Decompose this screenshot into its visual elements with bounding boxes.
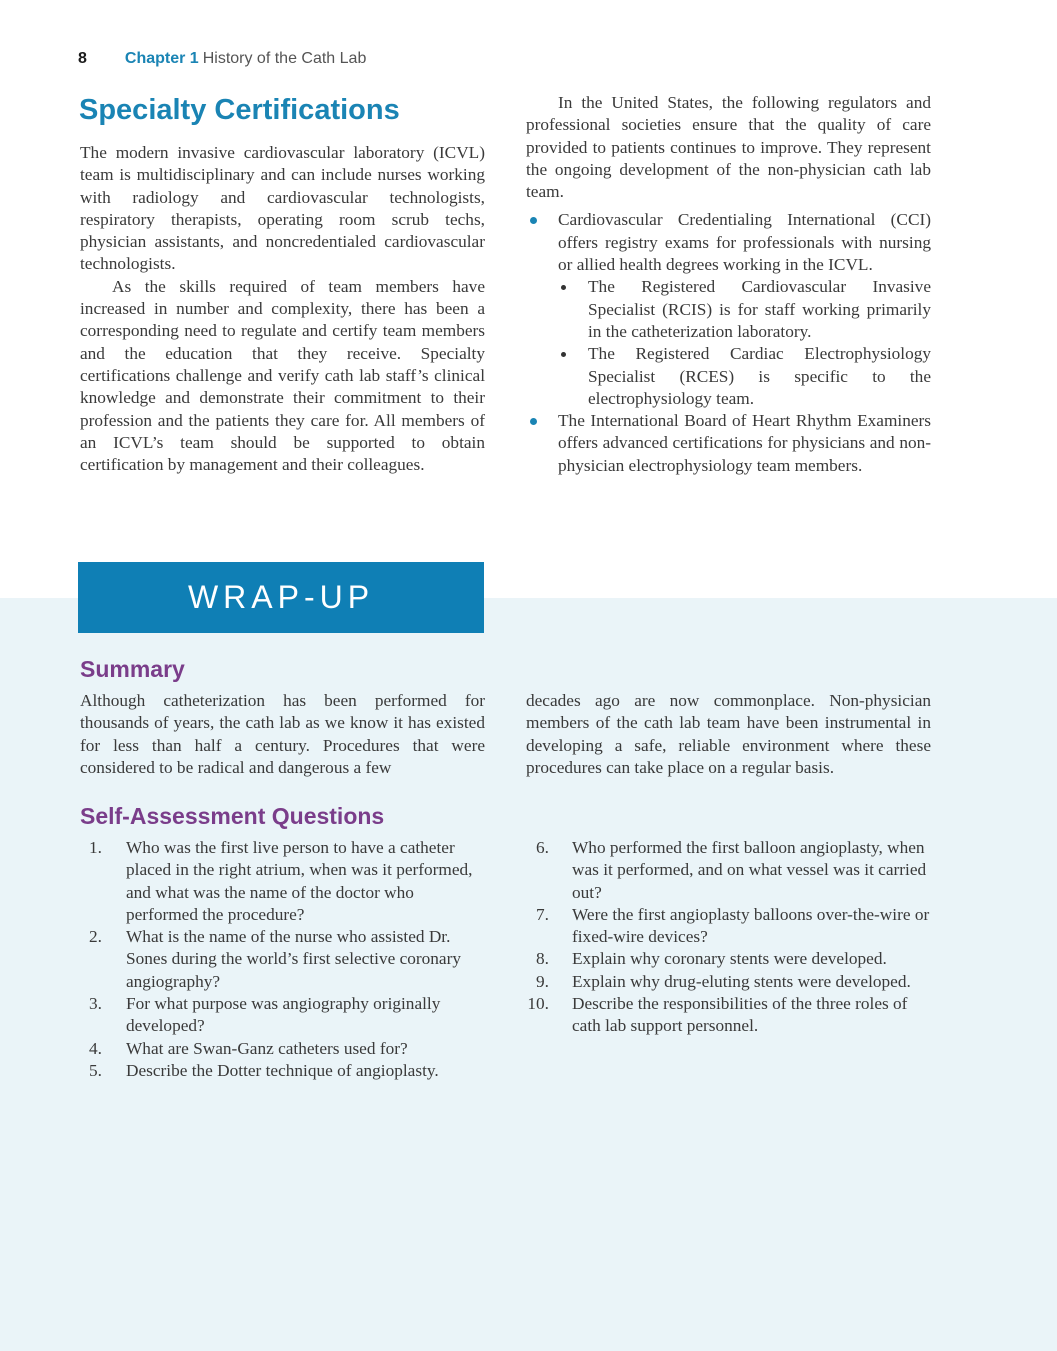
chapter-title: History of the Cath Lab bbox=[202, 50, 367, 67]
summary-left-column bbox=[80, 690, 485, 779]
question-text: Explain why coronary stents were developed. bbox=[572, 949, 887, 969]
question-item bbox=[526, 993, 931, 1038]
question-item bbox=[80, 1038, 485, 1060]
question-number: 6. bbox=[536, 838, 549, 857]
question-text: For what purpose was angiography originally developed? bbox=[126, 994, 441, 1036]
question-text: Describe the responsibilities of the three roles of cath lab support personnel. bbox=[572, 994, 908, 1036]
paragraph: In the United States, the following regulators and professional societies ensure that the quality of care provided to patients continues to improve. They represent the ongoing development of the non-physician cath lab team. bbox=[526, 93, 931, 202]
question-number: 7. bbox=[536, 904, 549, 924]
question-number: 3. bbox=[89, 994, 102, 1014]
page-number: 8 bbox=[78, 50, 87, 67]
questions-left-column bbox=[80, 837, 485, 1082]
paragraph: As the skills required of team members have increased in number and complexity, there has been a corresponding need to regulate and certify team members and the education that they receive. Specialty certifications challenge and verify cath lab staff’s clinical knowledge and demonstrate their commitment to their profession and the patients they care for. All members of an ICVL’s team should be supported to obtain certification by management and their colleagues. bbox=[80, 276, 485, 475]
wrapup-banner: WRAP-UP bbox=[78, 562, 484, 633]
question-item bbox=[80, 993, 485, 1038]
question-item bbox=[80, 926, 485, 993]
question-text: Explain why drug-eluting stents were developed. bbox=[572, 971, 911, 991]
question-item bbox=[526, 904, 931, 949]
certification-list bbox=[526, 209, 931, 477]
summary-heading: Summary bbox=[80, 656, 185, 682]
list-item bbox=[526, 209, 931, 410]
running-head bbox=[78, 50, 366, 68]
question-item bbox=[526, 837, 931, 904]
question-text: What are Swan-Ganz catheters used for? bbox=[126, 1038, 408, 1058]
summary-text: decades ago are now commonplace. Non-physician members of the cath lab team have been instrumental in developing a safe, reliable environment where these procedures can take place on a regular basis. bbox=[526, 691, 931, 777]
question-item bbox=[526, 971, 931, 993]
question-text: Who was the first live person to have a catheter placed in the right atrium, when was it performed, and what was the name of the doctor who performed the procedure? bbox=[126, 838, 473, 924]
list-item-text: Cardiovascular Credentialing International (CCI) offers registry exams for professionals with nursing or allied health degrees working in the ICVL. bbox=[558, 210, 931, 275]
list-item: The Registered Cardiovascular Invasive Specialist (RCIS) is for staff working primarily in the catheterization laboratory. bbox=[558, 276, 931, 343]
question-item bbox=[526, 948, 931, 970]
question-number: 1. bbox=[89, 838, 102, 857]
summary-text: Although catheterization has been performed for thousands of years, the cath lab as we know it has existed for less than half a century. Procedures that were considered to be radical and dangerous a few bbox=[80, 691, 485, 777]
question-text: Who performed the first balloon angioplasty, when was it performed, and on what vessel was it carried out? bbox=[572, 838, 927, 902]
question-number: 10. bbox=[527, 994, 549, 1014]
list-item: The Registered Cardiac Electrophysiology Specialist (RCES) is specific to the electrophysiology team. bbox=[558, 343, 931, 410]
question-list bbox=[80, 837, 485, 1082]
question-number: 4. bbox=[89, 1038, 102, 1058]
question-number: 9. bbox=[536, 971, 549, 991]
question-number: 8. bbox=[536, 949, 549, 969]
list-item bbox=[526, 410, 931, 477]
question-number: 5. bbox=[89, 1060, 102, 1080]
section-heading-specialty-certifications: Specialty Certifications bbox=[79, 94, 400, 126]
question-text: What is the name of the nurse who assisted Dr. Sones during the world’s first selective coronary angiography? bbox=[126, 927, 461, 991]
specialty-left-column bbox=[80, 142, 485, 476]
question-text: Were the first angioplasty balloons over-the-wire or fixed-wire devices? bbox=[572, 904, 930, 947]
question-text: Describe the Dotter technique of angioplasty. bbox=[126, 1060, 439, 1080]
question-list bbox=[526, 837, 931, 1038]
sub-list bbox=[558, 276, 931, 410]
question-item bbox=[80, 837, 485, 926]
questions-heading: Self-Assessment Questions bbox=[80, 803, 385, 829]
paragraph: The modern invasive cardiovascular laboratory (ICVL) team is multidisciplinary and can include nurses working with radiology and cardiovascular technologists, respiratory therapists, operating room scrub techs, physician assistants, and noncredentialed cardiovascular technologists. bbox=[80, 143, 485, 274]
question-item bbox=[80, 1060, 485, 1082]
specialty-right-column bbox=[526, 92, 931, 477]
question-number: 2. bbox=[89, 927, 102, 947]
questions-right-column bbox=[526, 837, 931, 1038]
chapter-label: Chapter 1 bbox=[124, 50, 199, 67]
list-item-text: The International Board of Heart Rhythm Examiners offers advanced certifications for physicians and non-physician electrophysiology team members. bbox=[558, 411, 931, 475]
summary-right-column bbox=[526, 690, 931, 779]
